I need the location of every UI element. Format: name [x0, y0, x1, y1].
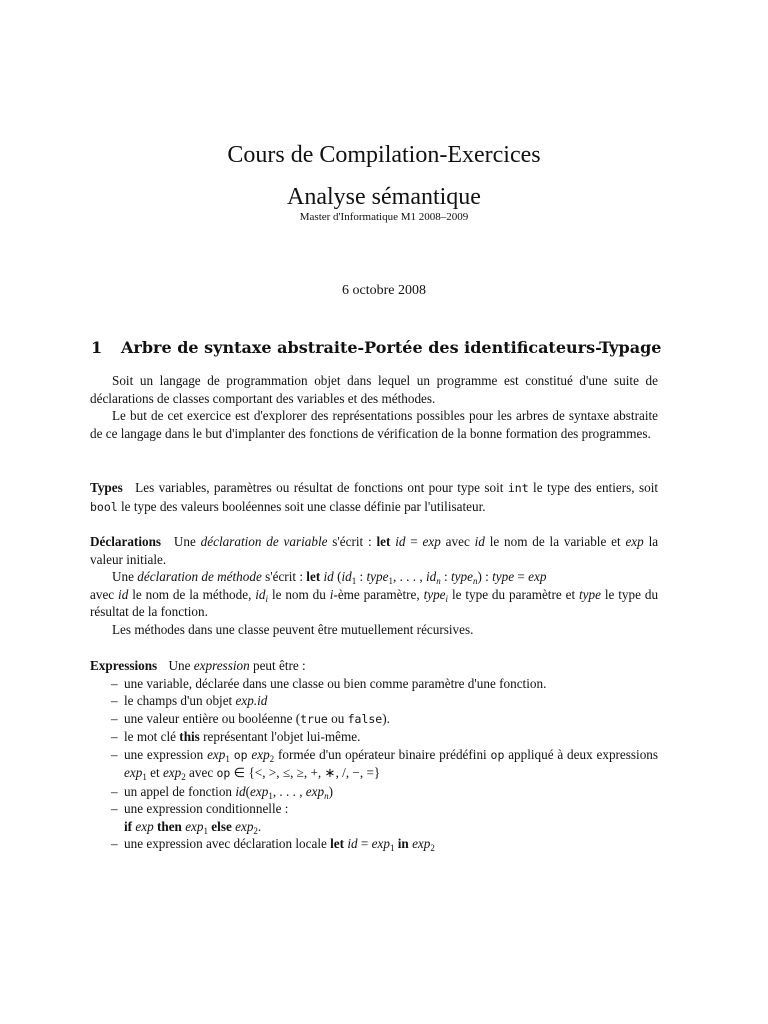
types-heading: Types: [90, 480, 123, 495]
list-item: – une expression conditionnelle : if exp then $\exp_1$ else $\exp_2$.: [111, 801, 289, 836]
expression-list: [90, 675, 658, 853]
intro-paragraphs: [90, 372, 658, 442]
declarations-paragraph: Déclarations Une déclaration de variable s'écrit : let id = exp avec id le nom de la variable et exp la valeur initiale. Une déclaration de méthode s'écrit : let id ($id_1$ : type$_1$, . . . , $id_n$ : type$_n$) : type = exp avec id le nom de la méthode, $id_i$ le nom du i-ème paramètre, type$_i$ le type du paramètre et type le type du résultat de la fonction. Les méthodes dans une classe peuvent être mutuellement récursives.: [90, 534, 659, 637]
section-heading: [91, 338, 661, 357]
list-item: – une expression $\exp_1$ op $\exp_2$ formée d'un opérateur binaire prédéfini op appliqué à deux expressions $\exp_1$ et $\exp_2$ avec op ∈ {<, >, ≤, ≥, +, ∗, /, −, =}: [111, 746, 659, 782]
intro-paragraph-1: Soit un langage de programmation objet dans lequel un programme est constitué d'une suite de déclarations de classes comportant des variables et des méthodes.: [90, 373, 658, 406]
list-item: – une variable, déclarée dans une classe ou bien comme paramètre d'une fonction.: [111, 675, 547, 691]
course-info: Master d'Informatique M1 2008–2009: [299, 211, 469, 223]
list-item: – un appel de fonction $id(\exp_1$, . . . , $\exp_n$): [111, 783, 333, 801]
section-number: 1: [91, 338, 103, 357]
list-item: – une expression avec déclaration locale let id = $\exp_1$ in $\exp_2$: [111, 836, 435, 853]
document-subject: Analyse sémantique: [287, 184, 481, 210]
document-title: Cours de Compilation-Exercices: [227, 142, 541, 168]
types-paragraph: Types Les variables, paramètres ou résultat de fonctions ont pour type soit int le type des entiers, soit bool le type des valeurs booléennes soit une classe définie par l'utilisateur.: [90, 480, 659, 514]
list-item: – le champs d'un objet exp.id: [111, 693, 268, 708]
expressions-heading: Expressions: [90, 658, 158, 673]
document-date: 6 octobre 2008: [342, 283, 426, 298]
list-item: – une valeur entière ou booléenne (true ou false).: [111, 710, 390, 726]
expressions-paragraph: Expressions Une expression peut être : – une variable, déclarée dans une classe ou bien comme paramètre d'une fonction. – le champs d'un objet exp.id – une valeur entière ou booléenne (true ou false). – le mot clé this représentant l'objet lui-même. – une expression $\exp_1$ op $\exp_2$ formée d'un opérateur binaire prédéfini op appliqué à deux expressions $\exp_1$ et $\exp_2$ avec op ∈ {<, >, ≤, ≥, +, ∗, /, −, =} – un appel de fonction $id(\exp_1$, . . . , $\exp_n$) – une expression conditionnelle : if exp then $\exp_1$ else $\exp_2$. – une expression avec déclaration locale let id = $\exp_1$ in $\exp_2$: [90, 658, 659, 853]
declarations-heading: Déclarations: [90, 534, 162, 549]
list-item: – le mot clé this représentant l'objet lui-même.: [111, 729, 361, 744]
section-title: Arbre de syntaxe abstraite-Portée des identificateurs-Typage: [121, 338, 662, 357]
intro-paragraph-2: Le but de cet exercice est d'explorer des représentations possibles pour les arbres de syntaxe abstraite de ce langage dans le but d'implanter des fonctions de vérification de la bonne formation des programmes.: [90, 408, 658, 441]
